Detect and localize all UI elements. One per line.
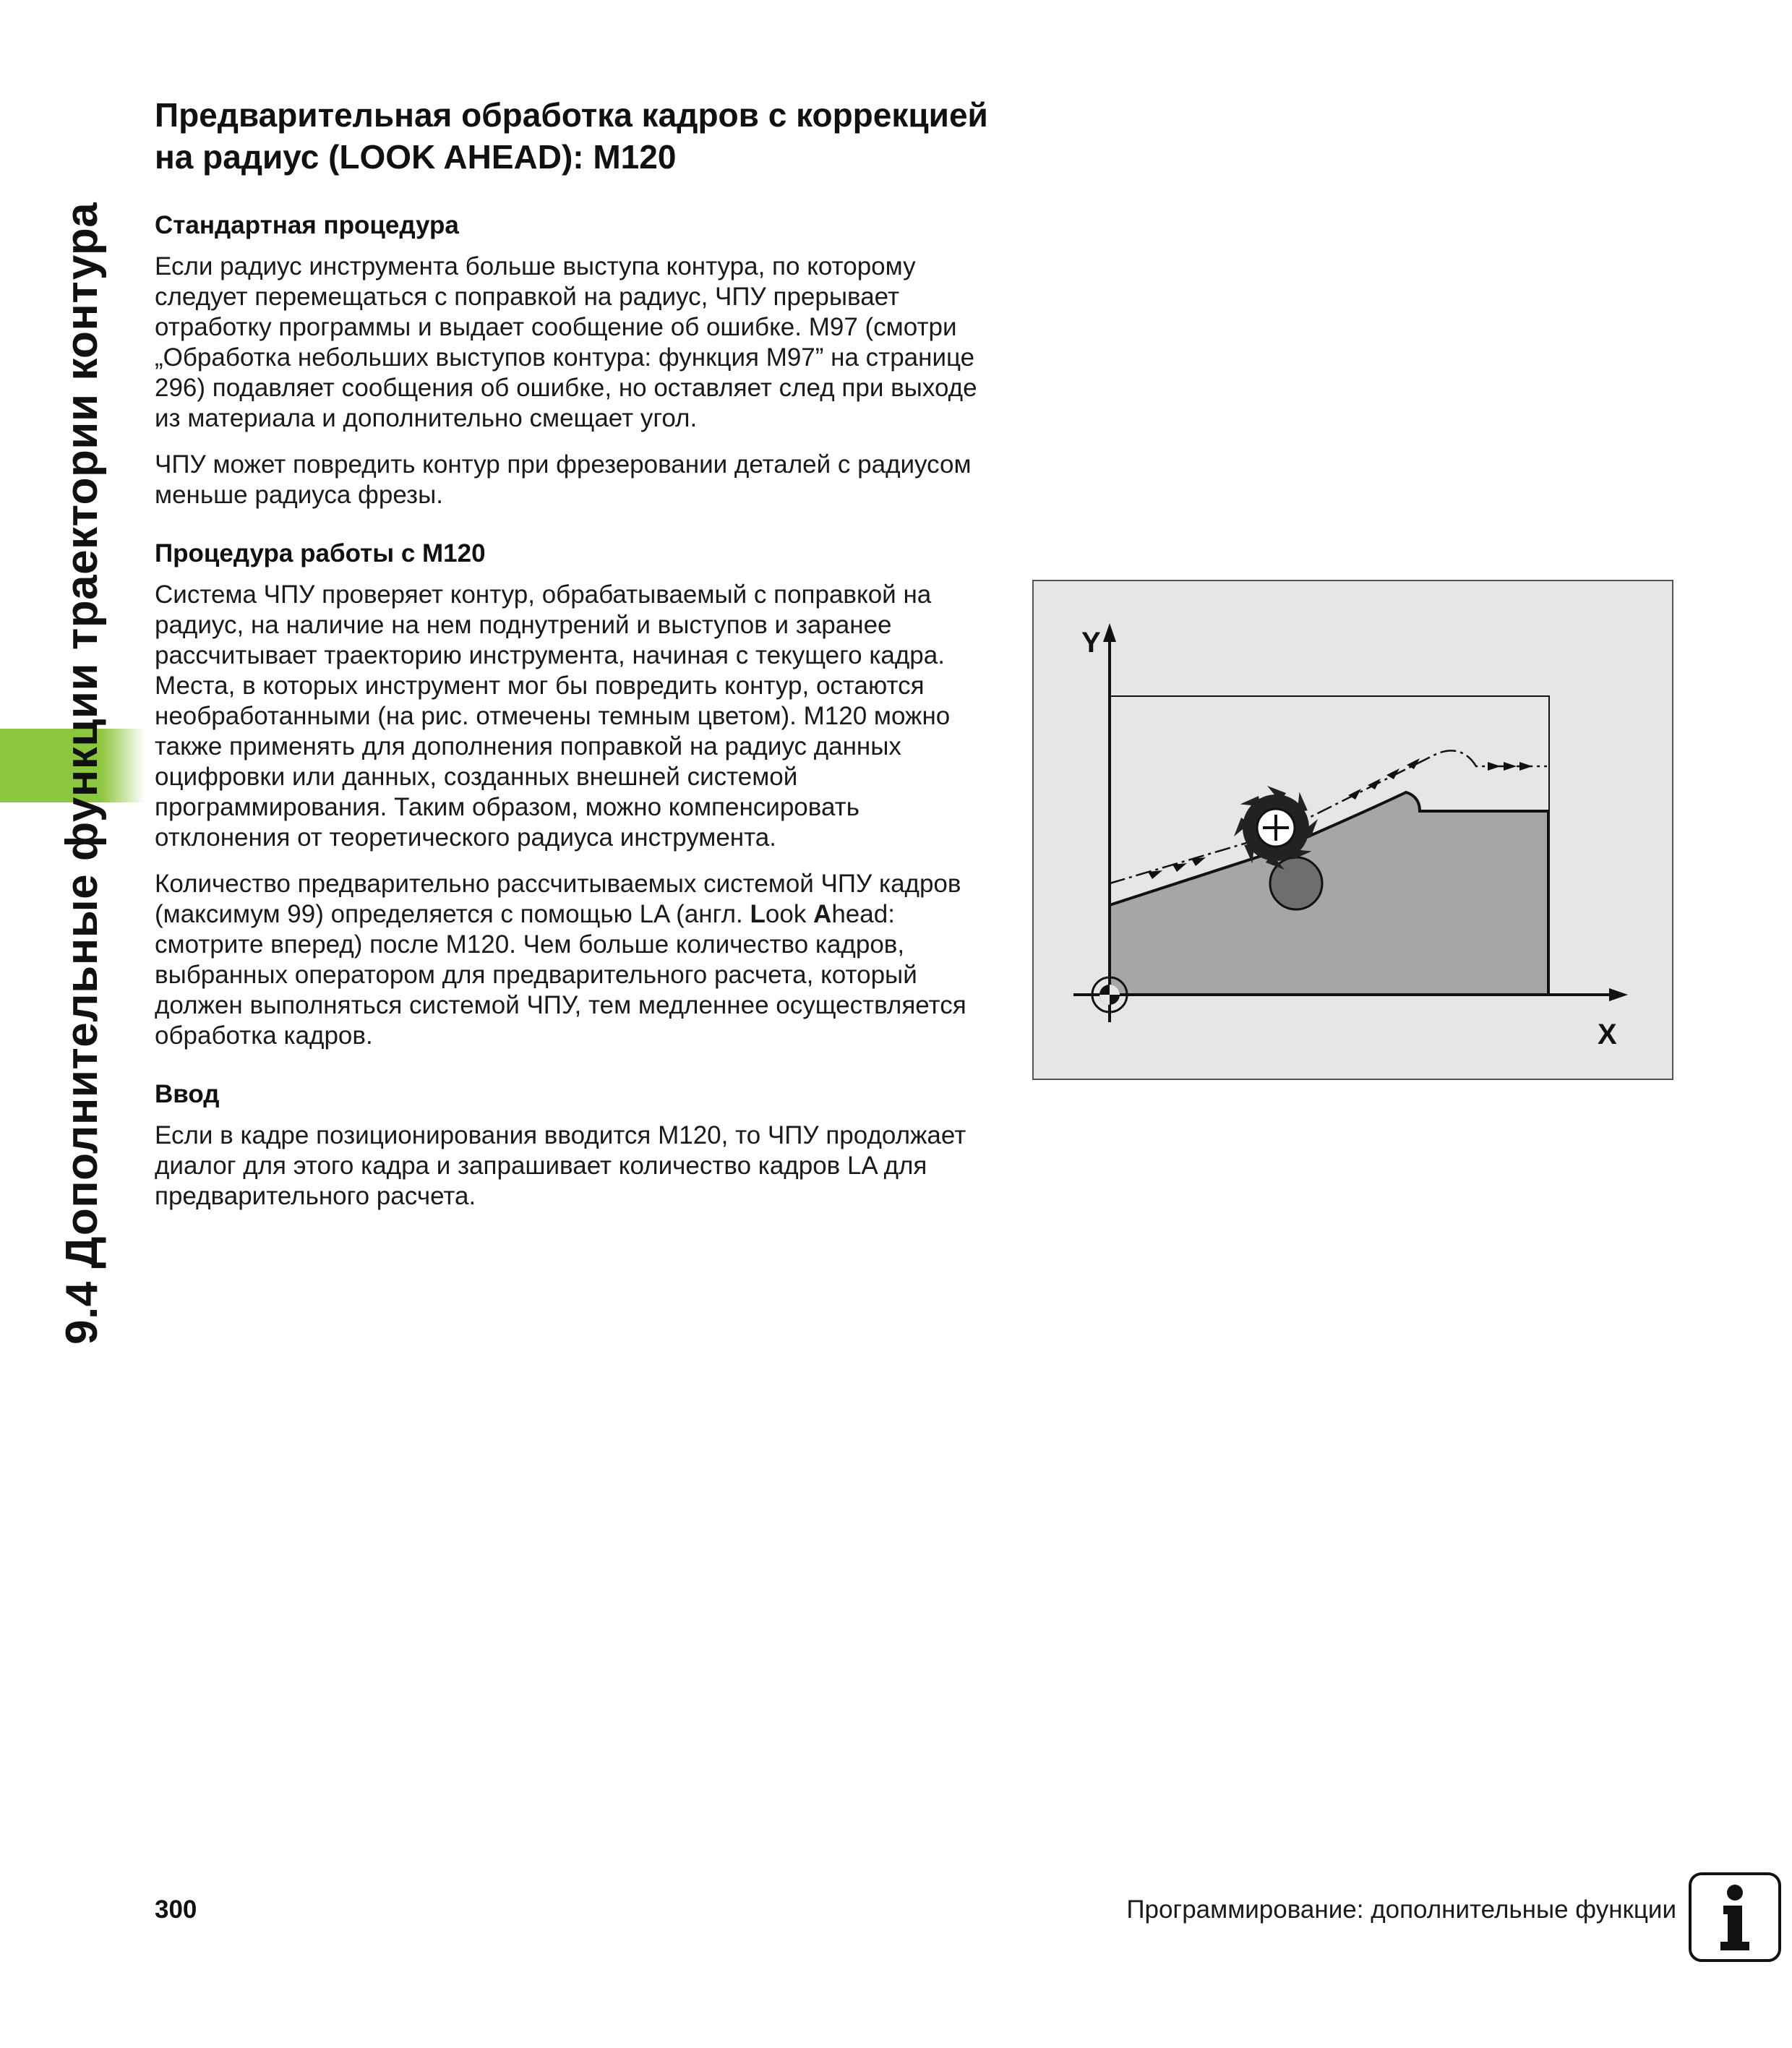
side-section-title: 9.4 Дополнительные функции траектории контура: [57, 202, 107, 1345]
x-axis-label: X: [1598, 1019, 1617, 1050]
section-heading-m120: Процедура работы с M120: [155, 539, 486, 567]
paragraph-standard-2: ЧПУ может повредить контур при фрезеровании деталей с радиусом меньше радиуса фрезы.: [155, 450, 972, 509]
paragraph-input-1: Если в кадре позиционирования вводится M120, то ЧПУ продолжает диалог для этого кадра и запрашивает количество кадров LA для предварительного расчета.: [155, 1121, 966, 1210]
page-title: Предварительная обработка кадров с коррекцией на радиус (LOOK AHEAD): M120: [155, 96, 988, 176]
page-number: 300: [155, 1895, 197, 1924]
x-axis-arrow: [1609, 988, 1628, 1001]
look-ahead-diagram: [1032, 580, 1673, 1080]
chapter-title: Программирование: дополнительные функции: [1126, 1895, 1676, 1924]
paragraph-m120-1: Система ЧПУ проверяет контур, обрабатываемый с поправкой на радиус, на наличие на нем поднутрений и выступов и заранее рассчитывает траекторию инструмента, начиная с текущего кадра. Места, в которых инструмент мог бы повредить контур, остаются необработанными (на рис. отмечены темным цветом). M120 можно также применять для дополнения поправкой на радиус данных оцифровки или данных, созданных внешней системой программирования. Таким образом, можно компенсировать отклонения от теоретического радиуса инструмента.: [155, 580, 951, 852]
y-axis-arrow: [1103, 623, 1116, 642]
y-axis-label: Y: [1081, 627, 1101, 659]
paragraph-m120-2: Количество предварительно рассчитываемых системой ЧПУ кадров (максимум 99) определяется с помощью LA (англ. Look Ahead: смотрите вперед) после M120. Чем больше количество кадров, выбранных оператором для предварительного расчета, который должен выполняться системой ЧПУ, тем медленнее осуществляется обработка кадров.: [155, 870, 966, 1050]
main-content: [155, 94, 1000, 1227]
info-icon: [1689, 1872, 1781, 1962]
section-heading-standard: Стандартная процедура: [155, 211, 459, 239]
section-heading-input: Ввод: [155, 1080, 220, 1108]
paragraph-standard-1: Если радиус инструмента больше выступа контура, по которому следует перемещаться с поправкой на радиус, ЧПУ прерывает отработку программы и выдает сообщение об ошибке. M97 (смотри „Обработка небольших выступов контура: функция M97” на странице 296) подавляет сообщения об ошибке, но оставляет след при выходе из материала и дополнительно смещает угол.: [155, 252, 977, 432]
